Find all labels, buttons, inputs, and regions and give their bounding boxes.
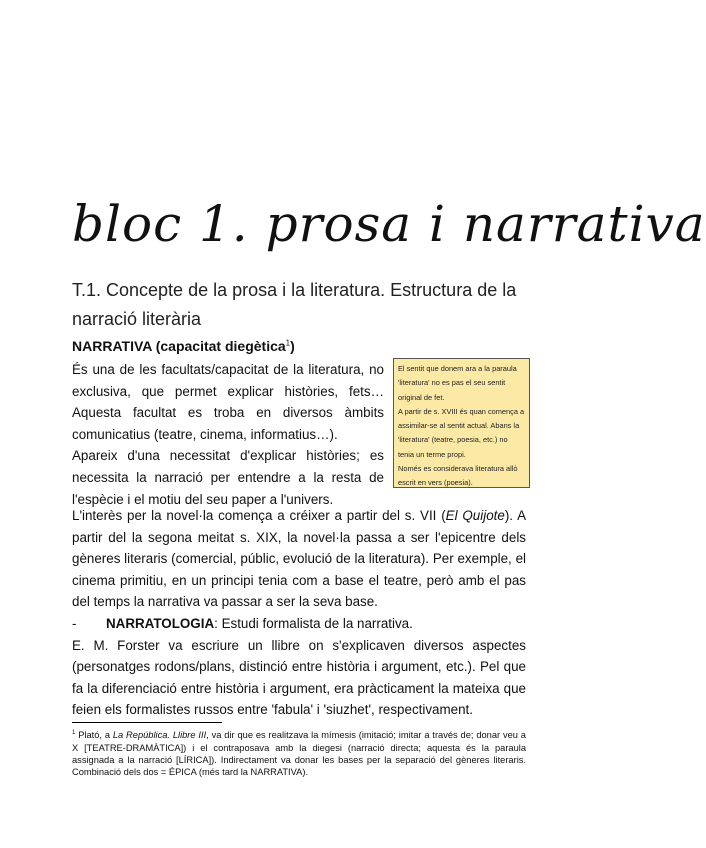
bullet-dash: - xyxy=(72,615,77,631)
note-line: El sentit que donem ara a la paraula 'literatura' no es pas el seu sentit original de fet. xyxy=(398,364,517,402)
text: , va dir que es realitzava la mímesis (imitació; imitar a través de; donar veu a X [TEATRE-DRAMÀTICA]) i el contraposava amb la diegesi (narració directa; aquesta és la paraula assignada a la narració [LÍRICA]). Indirectament va donar les bases per la separació del gèneres literaris. Combinació dels dos = ÉPICA (més tard la NARRATIVA). xyxy=(72,730,526,778)
section-heading: T.1. Concepte de la prosa i la literatura. Estructura de la narració literària xyxy=(72,280,517,329)
subheading xyxy=(72,338,295,354)
subheading-text: NARRATIVA (capacitat diegètica xyxy=(72,338,286,354)
bullet-text: : Estudi formalista de la narrativa. xyxy=(214,615,413,631)
text: L'interès per la novel·la comença a créixer a partir del s. VII ( xyxy=(72,508,446,523)
intro-column xyxy=(72,359,384,510)
paragraph xyxy=(72,505,526,613)
subheading-close: ) xyxy=(290,338,295,354)
text: Plató, a xyxy=(75,730,113,741)
footnote-number: 1 xyxy=(72,730,76,736)
footnote xyxy=(72,727,526,779)
book-title: El Quijote xyxy=(445,508,505,523)
body-text xyxy=(72,505,526,721)
paragraph: És una de les facultats/capacitat de la literatura, no exclusiva, que permet explicar històries, fets… Aquesta facultat es troba en diversos àmbits comunicatius (teatre, cinema, informatius…). xyxy=(72,362,384,442)
paragraph: Apareix d'una necessitat d'explicar històries; es necessita la narració per entendre a la resta de l'espècie i el motiu del seu paper a l'univers. xyxy=(72,448,384,507)
book-title: La República. Llibre III xyxy=(112,730,207,741)
text: ). A partir del la segona meitat s. XIX, la novel·la passa a ser l'epicentre dels gèneres literaris (comercial, públic, evolució de la literatura). Per exemple, el cinema primitiu, en un principi tenia com a base el teatre, però amb el pas del temps la narrativa va passar a ser la seva base. xyxy=(72,508,526,610)
bullet-term: NARRATOLOGIA xyxy=(106,615,215,631)
page-title: bloc 1. prosa i narrativa xyxy=(72,195,706,253)
note-line: A partir de s. XVIII és quan comença a assimilar-se al sentit actual. Abans la 'literatura' (teatre, poesia, etc.) no tenia un terme propi. xyxy=(398,406,525,459)
paragraph: E. M. Forster va escriure un llibre on s'explicaven diversos aspectes (personatges rodons/plans, distinció entre història i argument, etc.). Pel que fa la diferenciació entre història i argument, era pràcticament la mateixa que feien els formalistes russos entre 'fabula' i 'siuzhet', respectivament. xyxy=(72,637,526,718)
footnote-divider xyxy=(72,722,222,723)
side-note-box xyxy=(393,358,530,488)
bullet-item xyxy=(72,613,526,635)
note-line: Només es considerava literatura allò escrit en vers (poesia). xyxy=(398,464,518,488)
footnote-ref[interactable]: 1 xyxy=(285,338,291,348)
